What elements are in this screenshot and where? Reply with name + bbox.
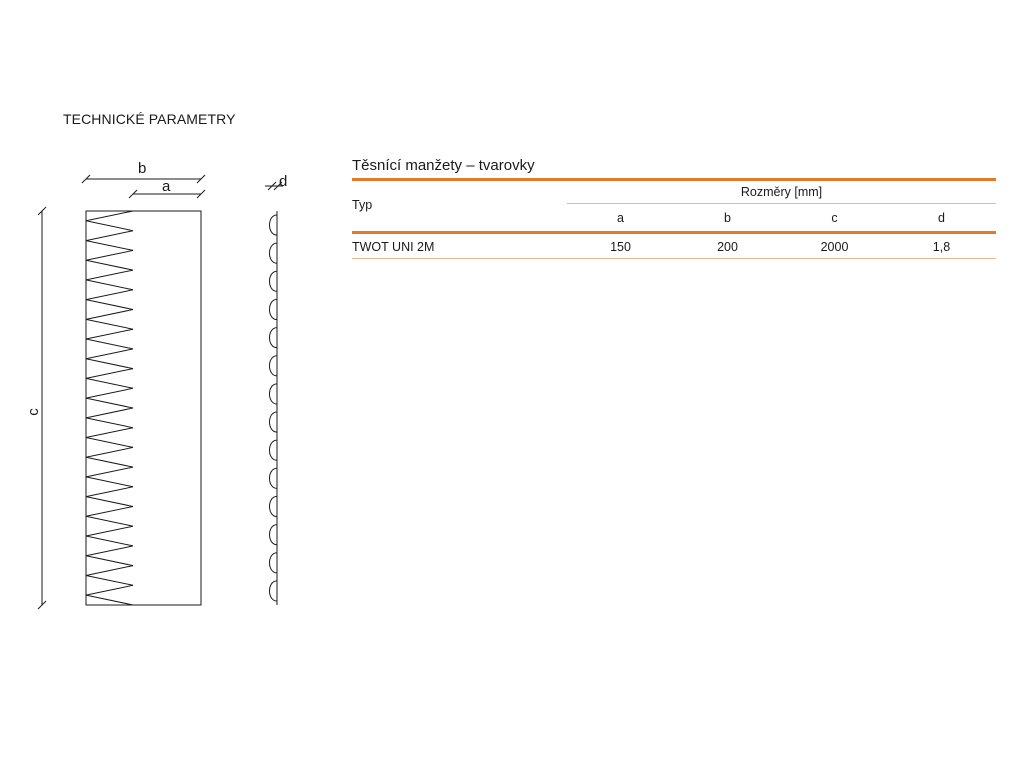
cell-d: 1,8 <box>932 240 951 254</box>
table-row <box>352 234 996 258</box>
table-header <box>352 181 996 231</box>
collar-outline <box>86 211 201 605</box>
dimension-label-d: d <box>279 173 288 190</box>
technical-drawing <box>0 0 330 620</box>
group-header-rule <box>567 203 996 204</box>
column-header-c: c <box>831 211 838 225</box>
collar-teeth <box>86 211 133 605</box>
profile-bumps <box>270 215 278 601</box>
cell-a: 150 <box>610 240 631 254</box>
table-title: Těsnící manžety – tvarovky <box>352 157 535 174</box>
table-bottom-rule <box>352 258 996 259</box>
dimension-label-c: c <box>25 408 42 416</box>
dimensions-group-header: Rozměry [mm] <box>740 185 823 199</box>
column-header-d: d <box>938 211 945 225</box>
type-header: Typ <box>352 198 373 212</box>
dimension-label-a: a <box>162 178 171 195</box>
column-header-a: a <box>617 211 624 225</box>
cell-b: 200 <box>717 240 738 254</box>
dimensions-table <box>352 156 996 259</box>
cell-c: 2000 <box>820 240 849 254</box>
column-header-b: b <box>724 211 731 225</box>
row-type: TWOT UNI 2M <box>352 240 435 254</box>
dimension-label-b: b <box>138 160 147 177</box>
section-title: TECHNICKÉ PARAMETRY <box>63 111 236 127</box>
